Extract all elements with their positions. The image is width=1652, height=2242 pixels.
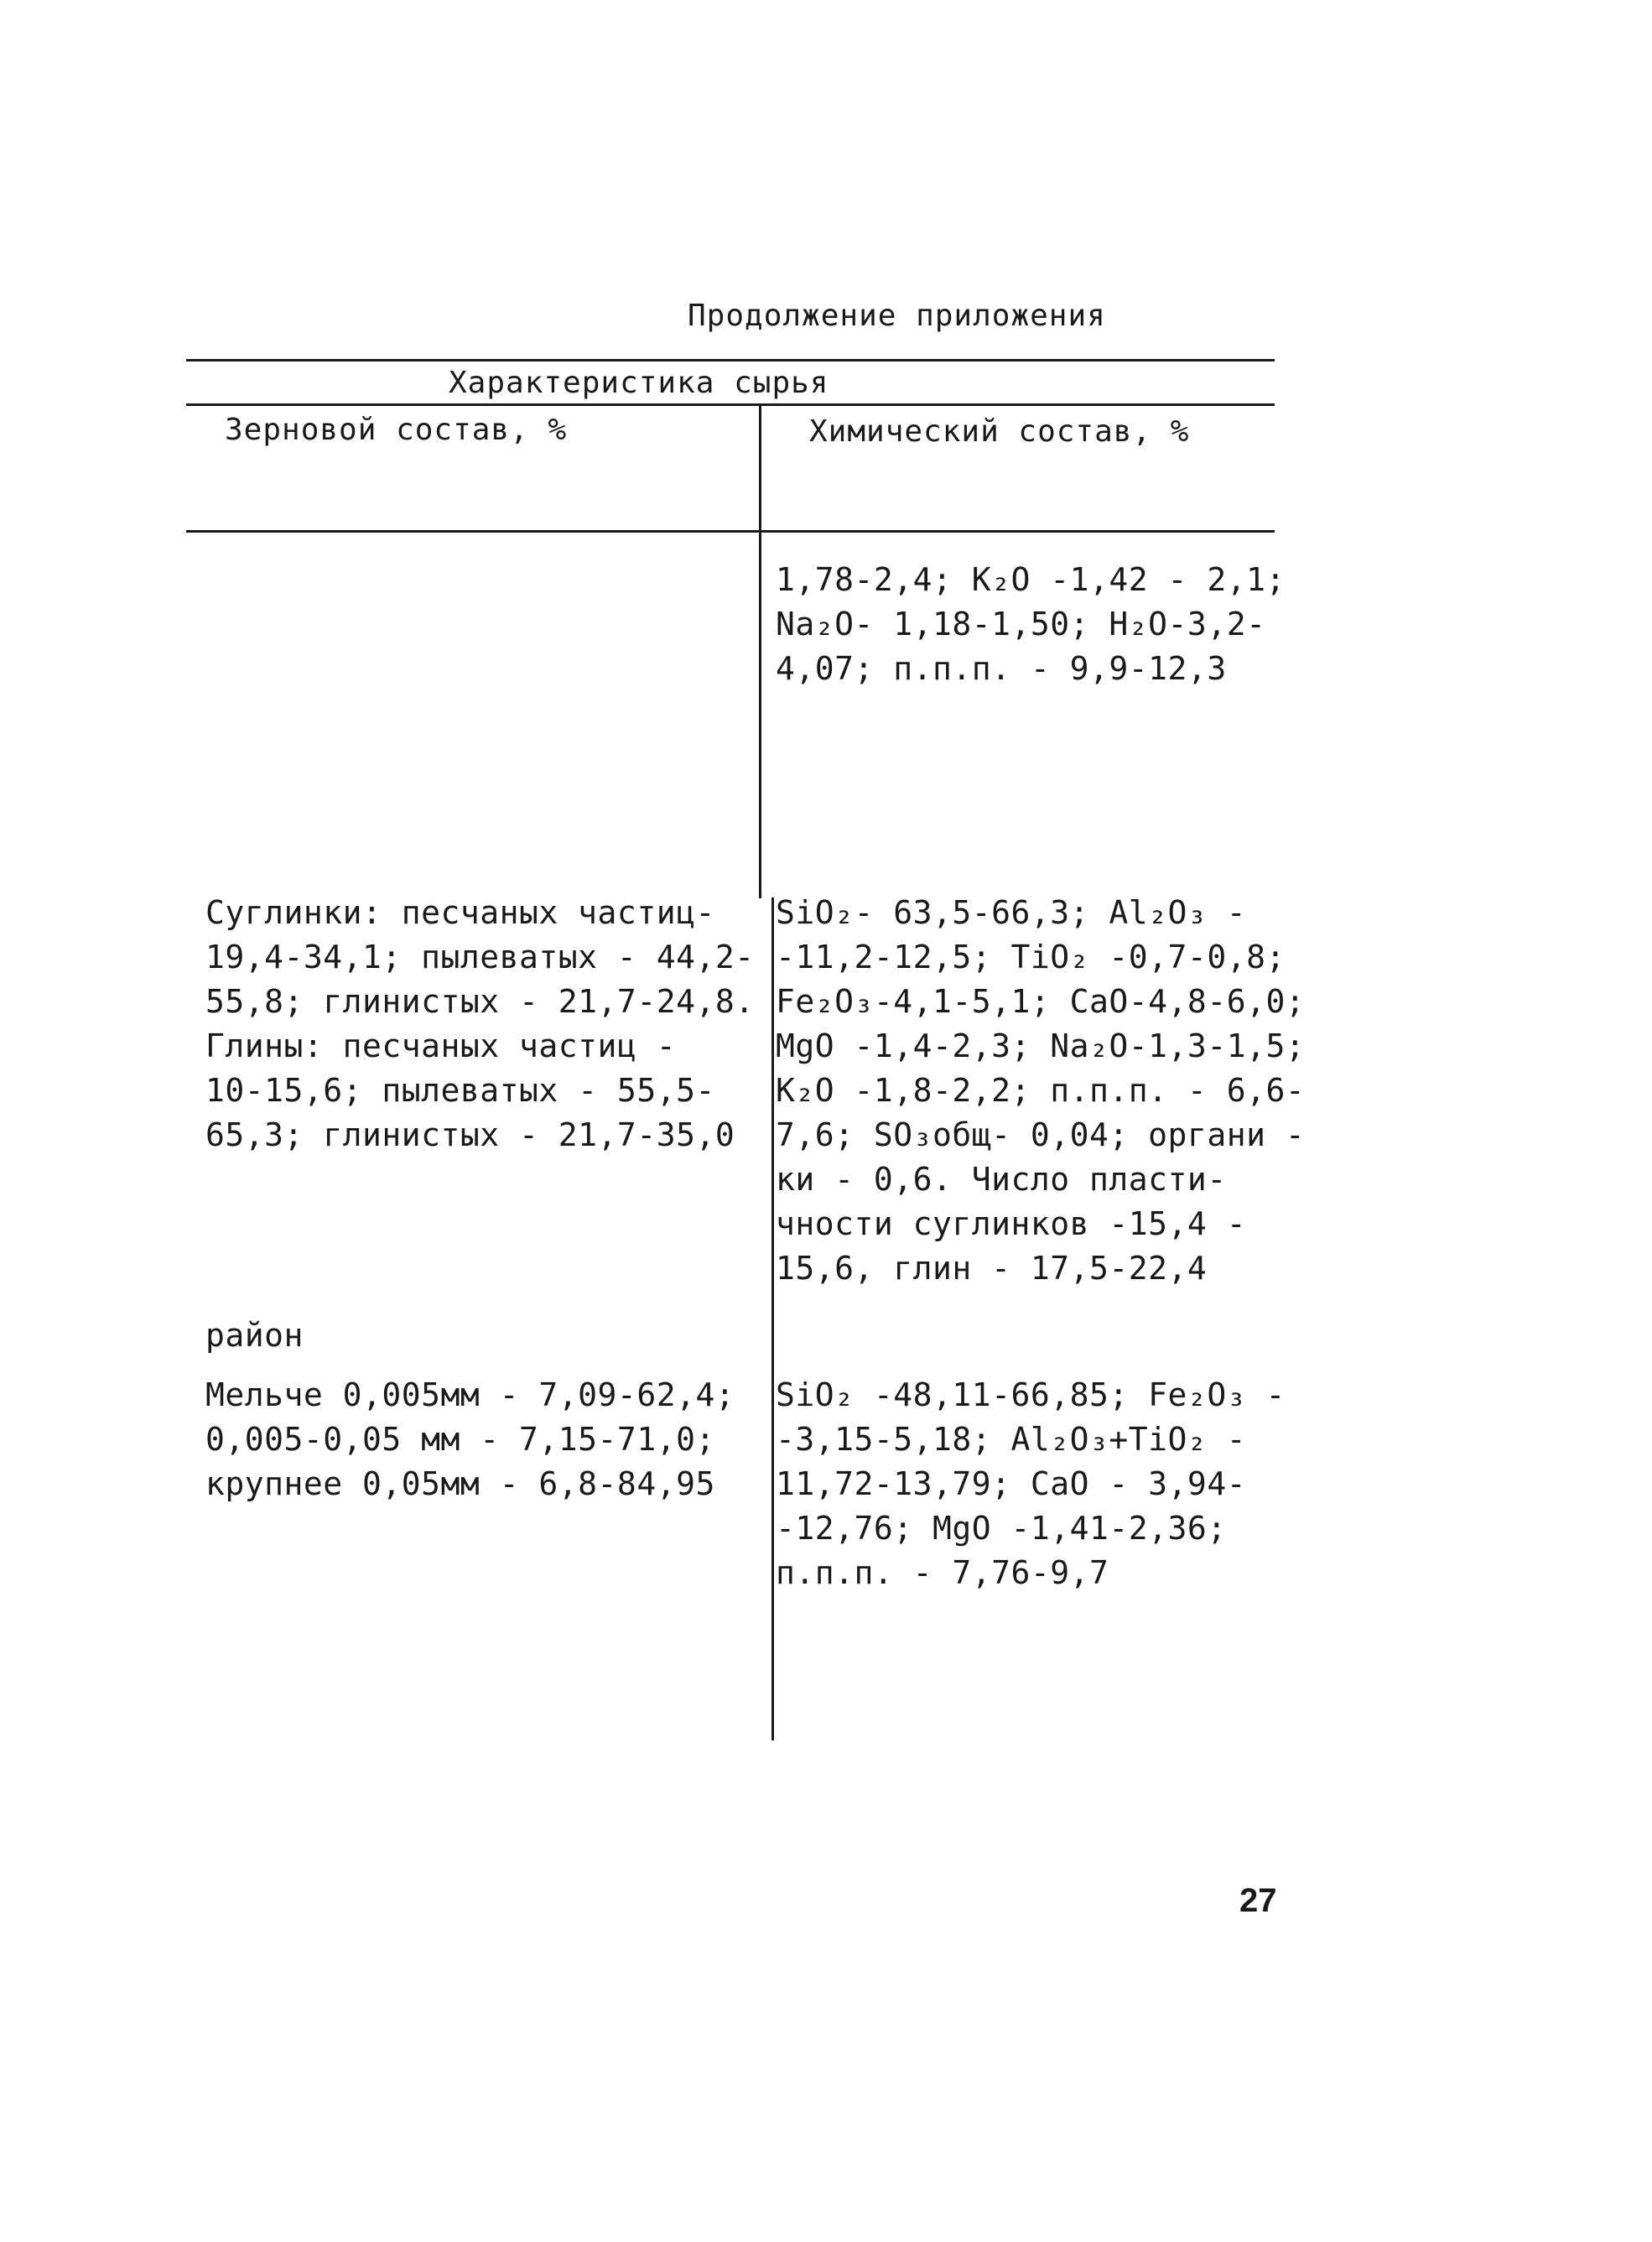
- column-header-grain: Зерновой состав, %: [225, 413, 568, 447]
- title-rule: [186, 403, 1275, 406]
- row-3-grain: Мельче 0,005мм - 7,09-62,4; 0,005-0,05 мм - 7,15-71,0; крупнее 0,05мм - 6,8-84,95: [205, 1376, 735, 1502]
- column-header-chemistry: Химический состав, %: [809, 414, 1190, 449]
- row-2-chemistry: SiO₂- 63,5-66,3; Al₂O₃ - -11,2-12,5; TiO₂ -0,7-0,8; Fe₂O₃-4,1-5,1; CaO-4,8-6,0; MgO -1,4-2,3; Na₂O-1,3-1,5; K₂O -1,8-2,2; п.п.п. - 6,6- 7,6; SO₃общ- 0,04; органи - ки - 0,6. Число пласти- чности суглинков -15,4 - 15,6, глин - 17,5-22,4: [776, 894, 1306, 1287]
- table-title: Характеристика сырья: [449, 366, 829, 400]
- row-2-grain: Суглинки: песчаных частиц- 19,4-34,1; пылеватых - 44,2- 55,8; глинистых - 21,7-24,8. Глины: песчаных частиц - 10-15,6; пылеватых - 55,5- 65,3; глинистых - 21,7-35,0: [205, 894, 755, 1153]
- page-number: 27: [1239, 1882, 1277, 1919]
- column-divider-lower: [771, 897, 774, 1740]
- column-divider-upper: [759, 403, 761, 898]
- row-1-chemistry: 1,78-2,4; K₂O -1,42 - 2,1; Na₂O- 1,18-1,50; H₂O-3,2- 4,07; п.п.п. - 9,9-12,3: [776, 561, 1286, 687]
- top-rule: [186, 359, 1275, 362]
- header-bottom-rule: [186, 530, 1275, 533]
- continuation-caption: Продолжение приложения: [688, 299, 1106, 333]
- row-3-chemistry: SiO₂ -48,11-66,85; Fe₂O₃ - -3,15-5,18; Al₂O₃+TiO₂ - 11,72-13,79; CaO - 3,94- -12,76; MgO -1,41-2,36; п.п.п. - 7,76-9,7: [776, 1376, 1286, 1591]
- row-3-grain-label: район: [205, 1317, 304, 1354]
